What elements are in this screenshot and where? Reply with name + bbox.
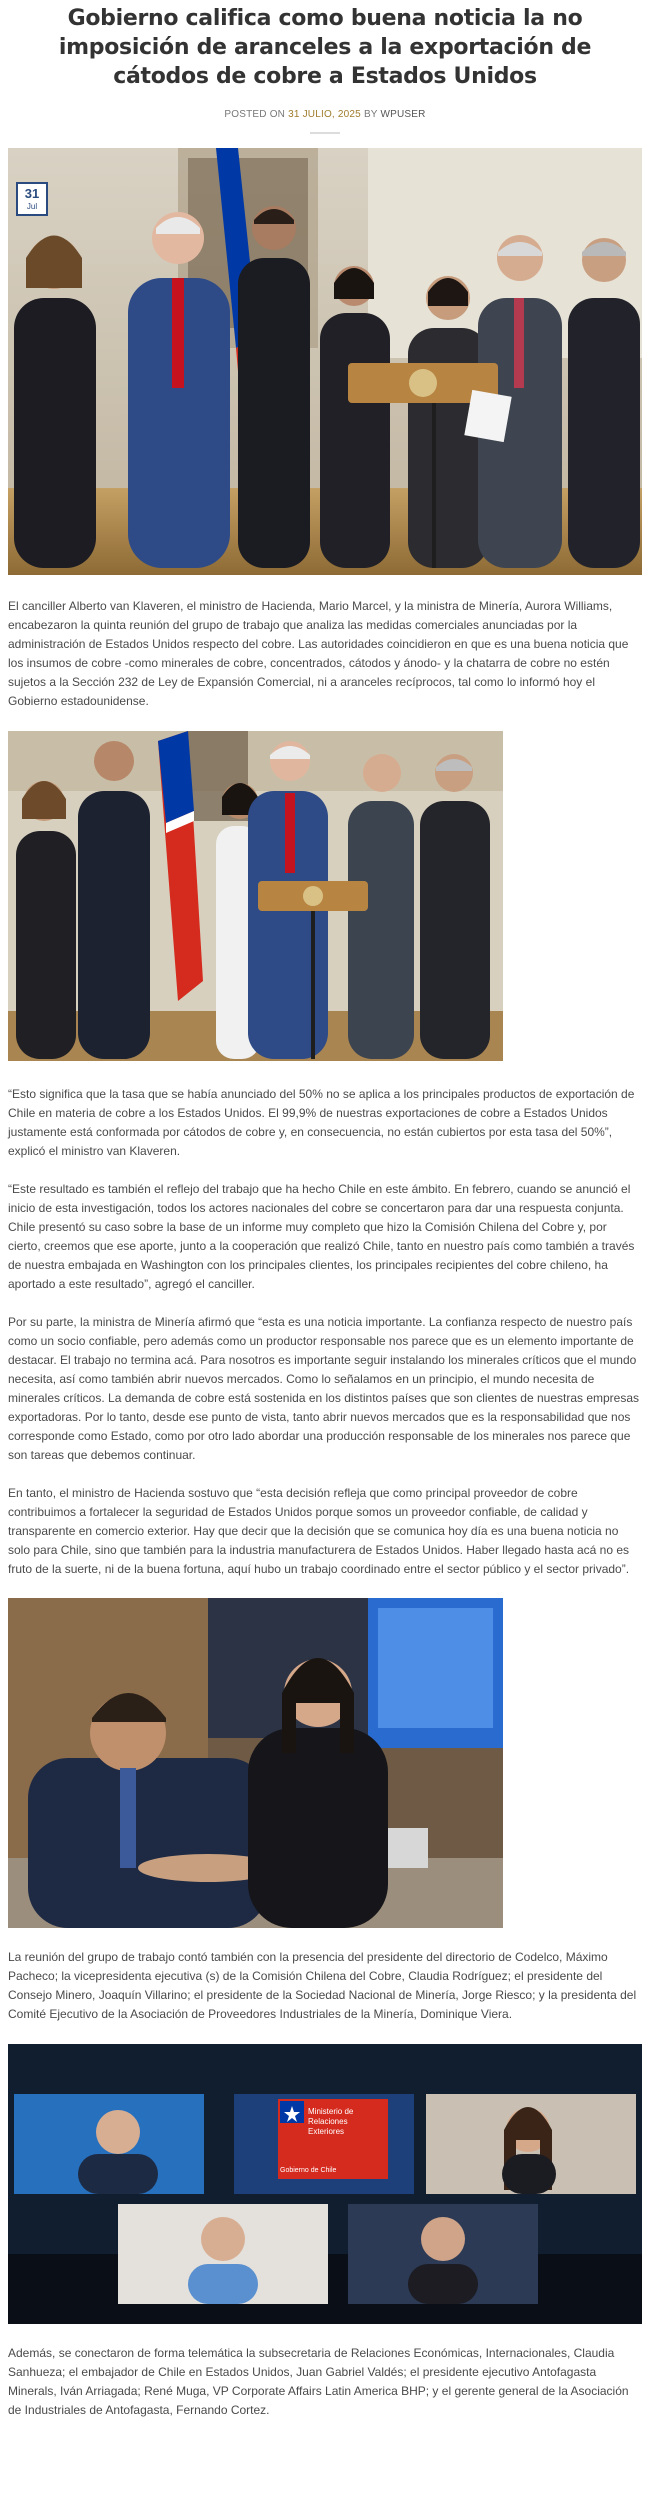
ministry-logo-line2: Relaciones bbox=[308, 2117, 348, 2126]
photo-3 bbox=[8, 1598, 503, 1928]
ministry-logo-line1: Ministerio de bbox=[308, 2107, 354, 2116]
photo-2 bbox=[8, 731, 503, 1061]
photo-3-image bbox=[8, 1598, 503, 1928]
photo-4-image bbox=[8, 2044, 642, 2324]
paragraph-2: “Esto significa que la tasa que se había anunciado del 50% no se aplica a los principales productos de exportación de Chile en materia de cobre a los Estados Unidos. El 99,9% de nuestras exportaciones de cobre a Estados Unidos justamente está conformada por cátodos de cobre y, en consecuencia, no están cubiertos por esta tasa del 50%”, explicó el ministro van Klaveren. bbox=[8, 1087, 635, 1158]
featured-photo-image bbox=[8, 148, 642, 575]
paragraph-6: La reunión del grupo de trabajo contó también con la presencia del presidente del directorio de Codelco, Máximo Pacheco; la vicepresidenta ejecutiva (s) de la Comisión Chilena del Cobre, Claudia Rodríguez; el presidente del Consejo Minero, Joaquín Villarino; el presidente de la Sociedad Nacional de Minería, Jorge Riesco; y la presidenta del Comité Ejecutivo de la Asociación de Proveedores Industriales de la Minería, Dominique Viera. bbox=[8, 1950, 637, 2021]
photo-2-image bbox=[8, 731, 503, 1061]
article bbox=[8, 0, 642, 2420]
author-link[interactable]: WPUSER bbox=[380, 109, 426, 120]
ministry-logo-line3: Exteriores bbox=[308, 2127, 345, 2136]
photo-4-video-call bbox=[8, 2044, 642, 2324]
date-badge bbox=[16, 182, 48, 216]
ministry-logo-footer: Gobierno de Chile bbox=[280, 2167, 337, 2174]
date-badge-month: Jul bbox=[26, 202, 38, 211]
paragraph-1: El canciller Alberto van Klaveren, el ministro de Hacienda, Mario Marcel, y la ministra de Minería, Aurora Williams, encabezaron la quinta reunión del grupo de trabajo que analiza las medidas comerciales anunciadas por la administración de Estados Unidos respecto del cobre. Las autoridades coincidieron en que es una buena noticia que los insumos de cobre -como minerales de cobre, concentrados, cátodos y ánodo- y la chatarra de cobre no estén sujetos a la Sección 232 de Ley de Expansión Comercial, ni a aranceles recíprocos, tal como lo informó hoy el Gobierno estadounidense. bbox=[8, 599, 629, 708]
paragraph-7: Además, se conectaron de forma telemática la subsecretaria de Relaciones Económicas, Internacionales, Claudia Sanhueza; el embajador de Chile en Estados Unidos, Juan Gabriel Valdés; el presidente ejecutivo Antofagasta Minerals, Iván Arriagada; René Muga, VP Corporate Affairs Latin America BHP; y el gerente general de la Asociación de Industriales de Antofagasta, Fernando Cortez. bbox=[8, 2346, 629, 2417]
by-label: BY bbox=[363, 109, 378, 120]
featured-photo bbox=[8, 148, 642, 575]
paragraph-5: En tanto, el ministro de Hacienda sostuvo que “esta decisión refleja que como principal proveedor de cobre contribuimos a fortalecer la seguridad de Estados Unidos porque somos un proveedor confiable, de calidad y transparente en comercio exterior. Hay que decir que la decisión que se comunica hoy día es una buena noticia no solo para Chile, sino que también para la industria manufacturera de Estados Unidos. Haber llegado hasta acá no es fruto de la suerte, ni de la buena fortuna, aquí hubo un trabajo coordinado entre el sector público y el sector privado”. bbox=[8, 1486, 630, 1576]
article-title: Gobierno califica como buena noticia la no imposición de aranceles a la exportación de cátodos de cobre a Estados Unidos bbox=[58, 6, 592, 89]
posted-on-label: POSTED ON bbox=[224, 109, 286, 120]
post-meta bbox=[8, 109, 642, 120]
title-divider bbox=[310, 132, 340, 134]
paragraph-3: “Este resultado es también el reflejo del trabajo que ha hecho Chile en este ámbito. En febrero, cuando se anunció el inicio de esta investigación, todos los actores nacionales del cobre se concertaron para dar una respuesta conjunta. Chile presentó su caso sobre la base de un informe muy completo que hizo la Comisión Chilena del Cobre y, por cierto, creemos que ese aporte, junto a la cooperación que realizó Chile, tanto en nuestro país como también a través de nuestra embajada en Washington con los principales clientes, los principales recipientes del cobre chileno, ha aportado a este resultado”, agregó el canciller. bbox=[8, 1182, 635, 1291]
post-date-link[interactable]: 31 JULIO, 2025 bbox=[288, 109, 361, 120]
date-badge-day: 31 bbox=[24, 186, 40, 201]
paragraph-4: Por su parte, la ministra de Minería afirmó que “esta es una noticia importante. La confianza respecto de nuestro país como un socio confiable, pero además como un productor responsable nos parece que es un elemento importante de destacar. El trabajo no termina acá. Para nosotros es importante seguir instalando los minerales críticos que el mundo necesita, así como también abrir nuevos mercados. Como lo señalamos en un principio, el mundo necesita de minerales críticos. La demanda de cobre está sostenida en los distintos países que son clientes de nuestras empresas exportadoras. Por lo tanto, desde ese punto de vista, tanto abrir nuevos mercados que es la responsabilidad que nos corresponde como Estado, como por otro lado abordar una producción responsable de los minerales nos parece que son tareas que debemos continuar. bbox=[8, 1315, 640, 1462]
